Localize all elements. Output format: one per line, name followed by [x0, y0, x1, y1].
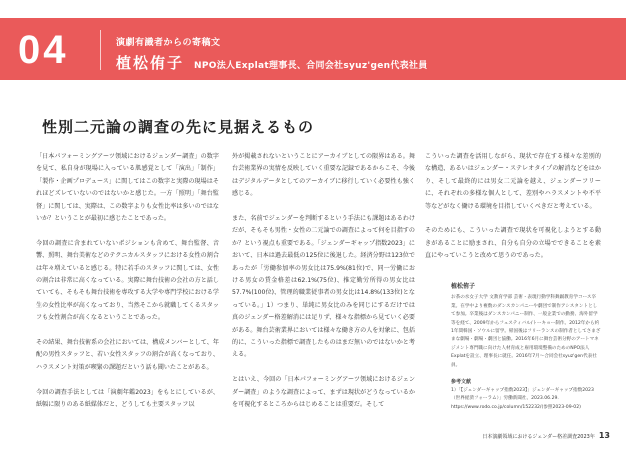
author-name: 植松侑子: [116, 54, 185, 72]
paragraph: 外が掲載されないということにアーカイブとしての限界はある。舞台芸術業界の実情を反映していく重要な記録であるからこそ、今後はデジタルデータとしてのアーカイブに移行していく必要性も強く感じる。: [232, 153, 415, 198]
header-divider: [100, 30, 101, 70]
paragraph: その結果、舞台技術系の会社においては、構成メンバーとして、年配の男性スタッフと、若い女性スタッフの割合が高くなっており、ハラスメント対策が喫緊の課題だという話も聞いたことがある。: [36, 339, 219, 371]
paragraph: 「日本パフォーミングアーツ領域におけるジェンダー調査」の数字を見て、私自身が現場に入っている肌感覚として「演出」「制作」「製作・企画プロデュース」に関してはこの数字と実際の現場はそれほどズレていないのではないかと感じた。一方「照明」「舞台監督」に関しては、実際は、この数字よりも女性比率は多いのではないか？ということが最初に感じたことであった。: [36, 153, 219, 223]
chapter-number: 04: [18, 28, 69, 72]
paragraph: また、名前でジェンダーを判断するという手法にも課題はあるわけだが、そもそも男性・女性の二元論での調査によって何を目指すのか？という視点も重要である。「ジェンダーギャップ指数2023」において、日本は過去最低の125位に後退した。経済分野は123位であったが「労働参加率の男女比は75.9%(81位)で、同一労働における男女の賃金格差は62.1%(75位)、推定勤労所得の男女比は57.7%(100位)、管理的職業従事者の男女比は14.8%(133位)となっている。」1）つまり、単純に男女比のみを同じにするだけでは真のジェンダー格差解消には足りず、様々な指標から見ていく必要がある。舞台芸術業界においては様々な働き方の人を対象に、包括的に、こういった指標で調査したものはまだ無いのではないかと考える。: [232, 215, 415, 359]
article-column-1: [36, 151, 219, 424]
header-category: 演劇有識者からの寄稿文: [116, 38, 221, 48]
article-title: 性別二元論の調査の先に見据えるもの: [42, 118, 315, 136]
paragraph: とはいえ、今回の「日本パフォーミングアーツ領域におけるジェンダー調査」のような調査によって、まずは現状がどうなっているかを可視化するところからはじめることは重要だ。そして: [232, 376, 415, 409]
page-footer: [482, 431, 610, 440]
header-author-line: [116, 52, 428, 73]
reference-link[interactable]: https://www.rodo.co.jp/column/152232/(参照2023-09-02): [451, 404, 581, 410]
paragraph: そのためにも、こういった調査で現状を可視化しようとする動きがあることに励まされ、自分も自分の立場でできることを素直にやっていこうと改めて思うのであった。: [425, 227, 601, 260]
bio-name: 植松侑子: [451, 283, 476, 290]
author-affiliation: NPO法人Explat理事長、合同会社syuz'gen代表社員: [194, 61, 428, 71]
article-column-2: [232, 151, 415, 424]
references: [451, 378, 611, 412]
reference-item: 1）「【ジェンダーギャップ指数2023】」ジェンダーギャップ指数2023: [451, 388, 594, 394]
reference-item: （世界経済フォーラム）」労働新聞社、2023.06.29.: [451, 396, 559, 402]
paragraph: こういった調査を活用しながら、現状で存在する様々な差別的な構造、あるいはジェンダー・ステレオタイプの解消などをはかり、そして最終的には男女二元論を越え、ジェンダーフリーに、それぞれの多様な個人として、差別やハラスメントや不平等などがなく働ける環境を目指していくべきだと考えている。: [425, 153, 601, 210]
article-column-3: [425, 151, 601, 275]
references-title: 参考文献: [451, 379, 472, 385]
footer-publication: 日本演劇領域におけるジェンダー格差調査2023年: [482, 434, 595, 440]
bio-text: お茶の水女子大学 文教育学部 芸術・表現行動学科舞踊教育学コース卒業。在学中より複数のダンスカンパニーや劇団で制作アシスタントとして参加。卒業後はダンスカンパニー制作、一般企業での勤務、海外留学等を経て、2009年からフェスティバル/トーキョー制作。2012年から約1年間韓国・ソウルに留学。帰国後はフリーランスの制作者としてさまざまな劇場・劇場・劇団と協働。2016年6月に舞台芸術分野のアートマネジメント専門職に向けた人材育成と雇用環境整備のためのNPO法人Explatを設立、理事長に就任。2016年7月〜合同会社syuz'gen代表社員。: [451, 295, 601, 368]
paragraph: 今回の調査に含まれていないポジションも含めて、舞台監督、音響、照明、舞台美術などのテクニカルスタッフにおける女性の割合は年々増えていると感じる。特に若手のスタッフに関しては、女性の割合は非常に高くなっている。実際に舞台技術の会社の方と話していても、そもそも舞台技術を専攻する大学や専門学校における学生の女性比率が高くなっており、当然そこから就職してくるスタッフも女性割合が高くなるということであった。: [36, 239, 219, 322]
paragraph: 今回の調査手法としては「演劇年鑑2023」をもとにしているが、紙幅に限りのある紙媒体だと、どうしても主要スタッフ以: [36, 388, 219, 409]
page-number: 13: [598, 431, 610, 440]
author-bio: [451, 283, 601, 370]
